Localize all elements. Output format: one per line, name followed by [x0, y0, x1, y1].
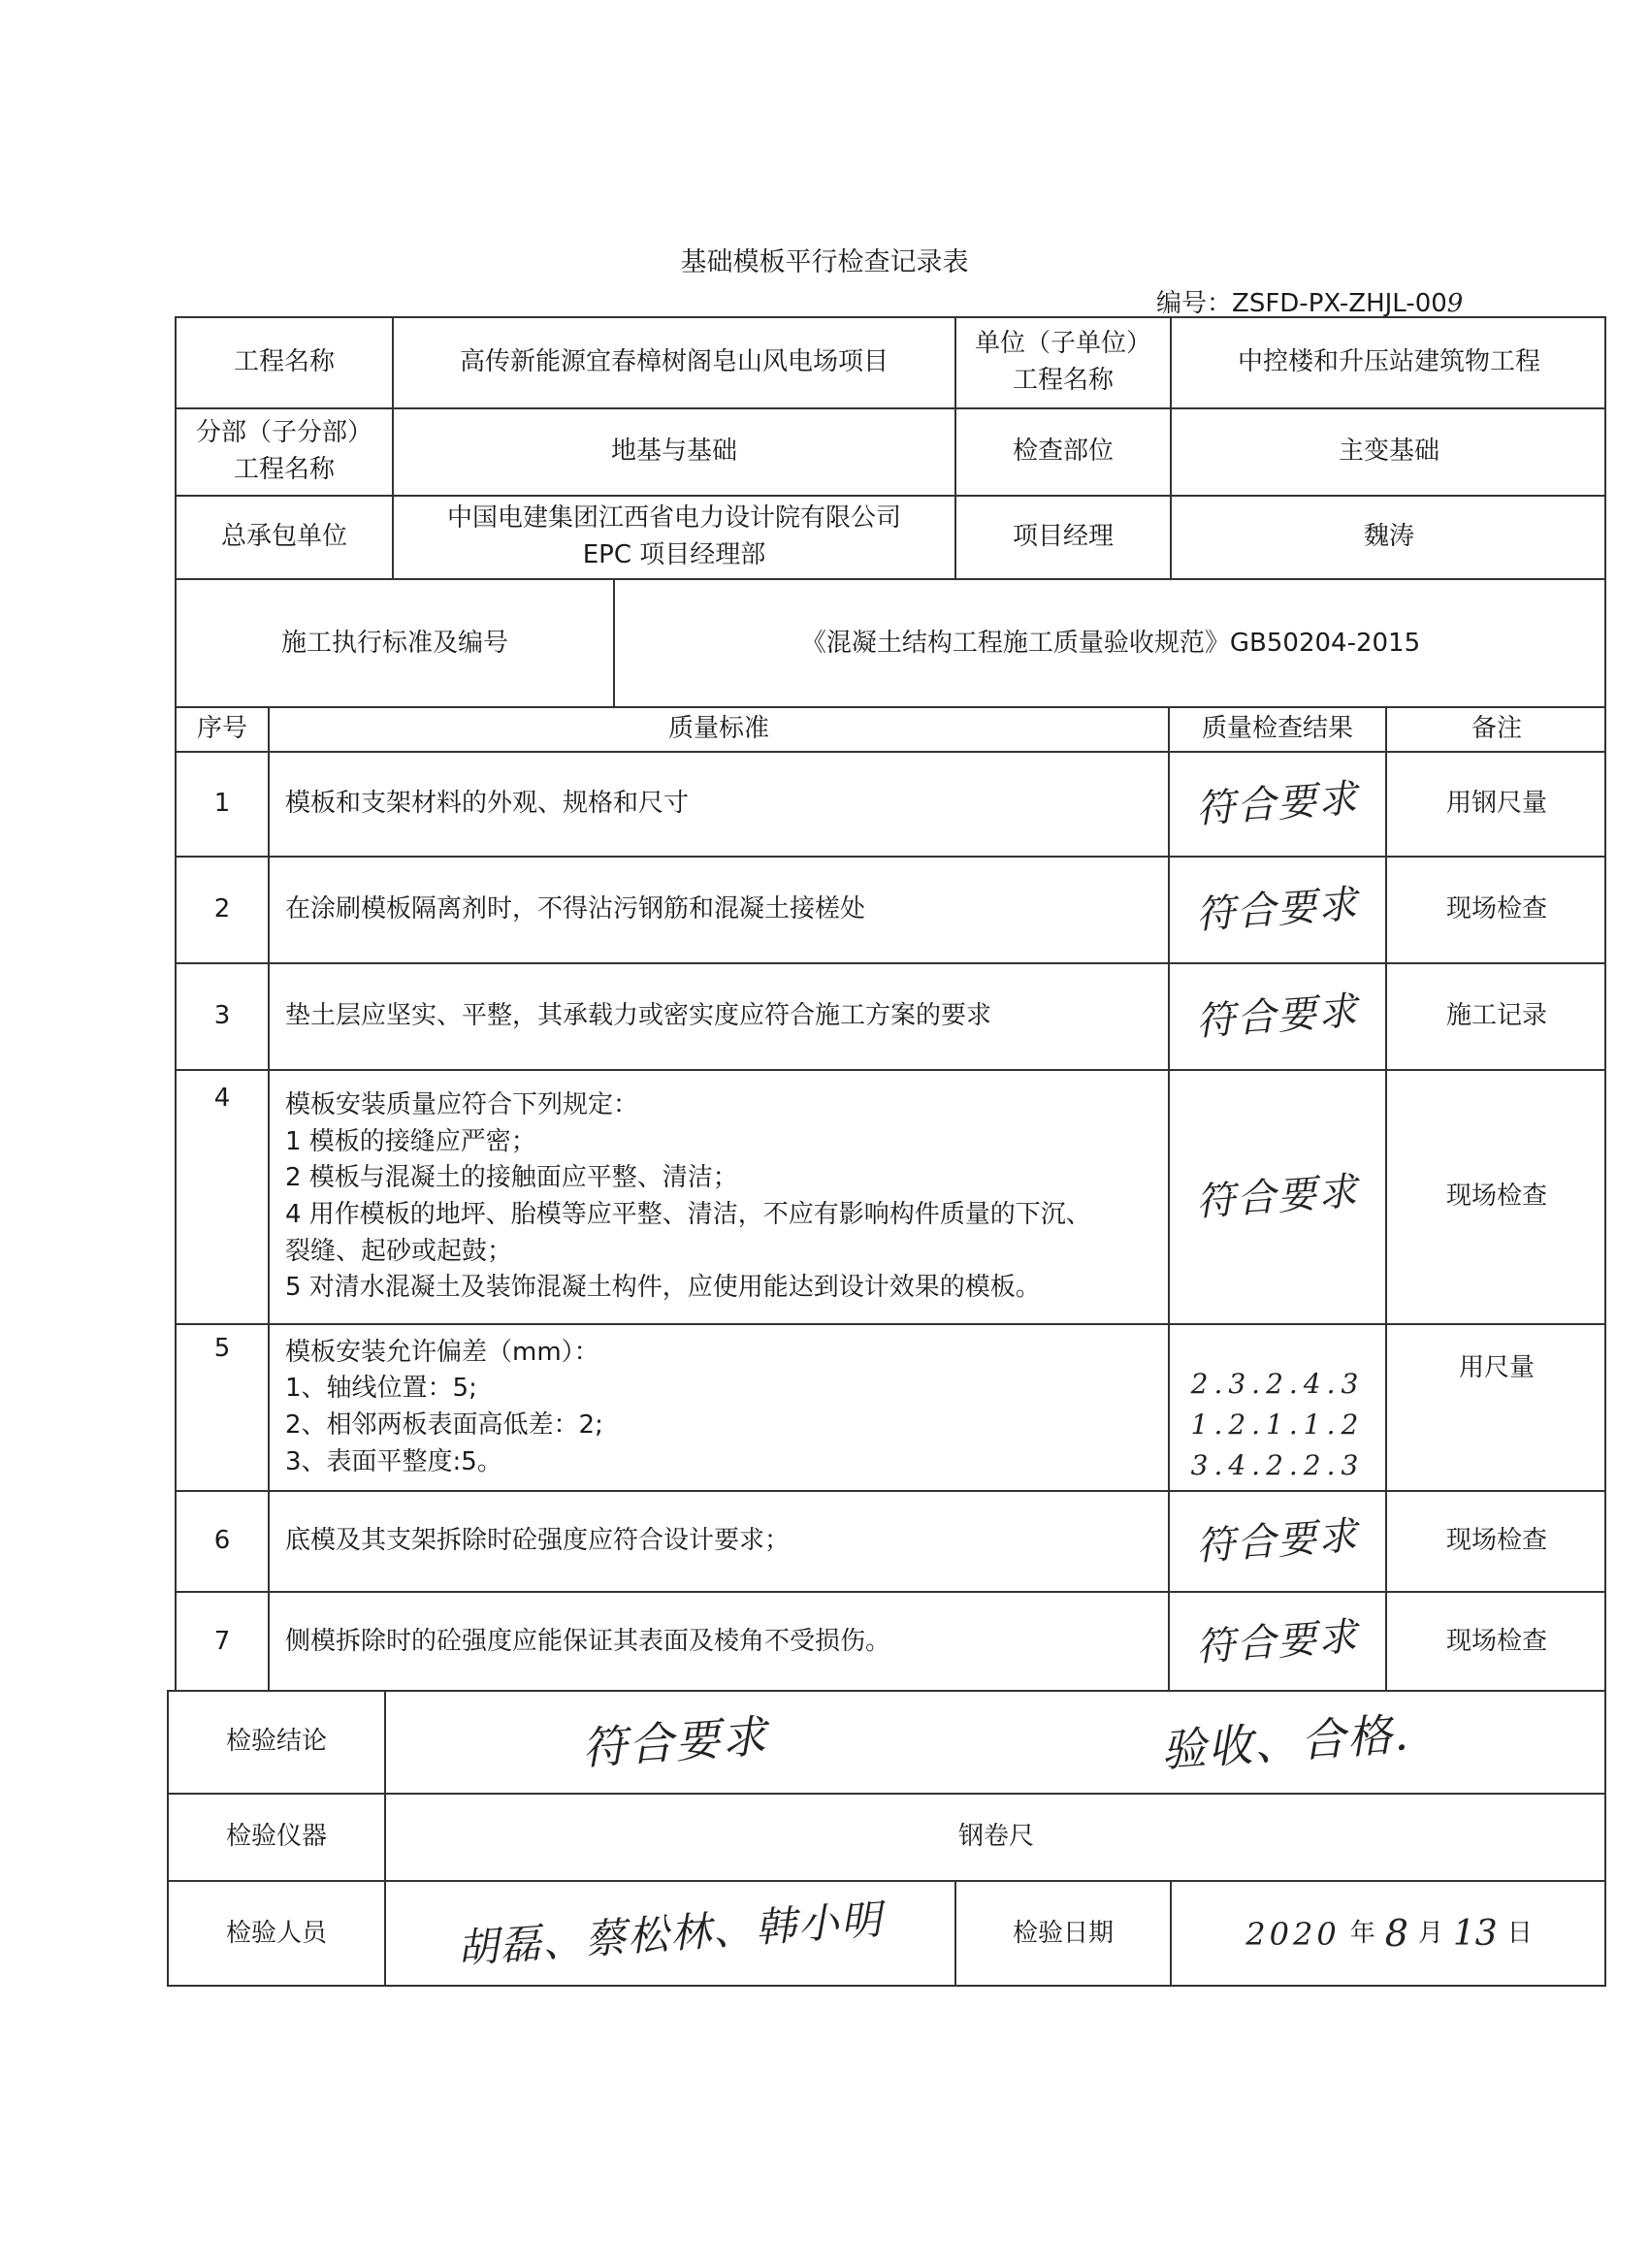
measurement-line: 1.2.1.1.2 [1190, 1409, 1365, 1441]
unit-name: 中控楼和升压站建筑物工程 [1170, 316, 1606, 407]
table-row-remark: 现场检查 [1385, 1069, 1606, 1323]
contractor-line2: EPC 项目经理部 [582, 540, 766, 569]
table-row-remark: 现场检查 [1385, 1490, 1606, 1591]
result-signature: 符合要求 [1194, 1513, 1361, 1570]
inspectors-label: 检验人员 [167, 1880, 384, 1987]
instrument-value: 钢卷尺 [384, 1793, 1606, 1880]
header-remark: 备注 [1385, 706, 1606, 751]
conclusion-signature: 符合要求 [580, 1709, 770, 1775]
page-title: 基础模板平行检查记录表 [680, 247, 969, 277]
result-signature: 符合要求 [1194, 988, 1361, 1045]
inspect-part-label: 检查部位 [954, 407, 1170, 495]
table-row-seq: 4 [175, 1069, 268, 1323]
result-signature: 符合要求 [1194, 882, 1361, 938]
table-row-remark: 现场检查 [1385, 1591, 1606, 1692]
standard-line: 1、轴线位置：5; [285, 1374, 477, 1404]
inspectors-signature: 胡磊、蔡松林、韩小明 [455, 1895, 886, 1972]
contractor-name [392, 495, 954, 578]
standard-line: 4 用作模板的地坪、胎模等应平整、清洁，不应有影响构件质量的下沉、 [285, 1200, 1091, 1229]
table-row-result [1168, 1323, 1385, 1490]
project-name: 高传新能源宜春樟树阁皂山风电场项目 [392, 316, 954, 407]
document-number [1156, 283, 1463, 319]
result-signature: 符合要求 [1194, 1614, 1361, 1670]
table-row-result [1168, 1591, 1385, 1692]
sub-label-line2: 工程名称 [233, 455, 335, 484]
table-row-result [1168, 856, 1385, 962]
measurement-line: 3.4.2.2.3 [1190, 1449, 1365, 1481]
table-row-standard: 侧模拆除时的砼强度应能保证其表面及棱角不受损伤。 [268, 1591, 1168, 1692]
table-row-seq: 5 [175, 1323, 268, 1490]
result-signature: 符合要求 [1194, 1169, 1361, 1225]
table-row-remark: 现场检查 [1385, 856, 1606, 962]
date-month: 8 [1384, 1912, 1408, 1956]
date-value [1170, 1880, 1606, 1987]
table-row-seq: 7 [175, 1591, 268, 1692]
standard-line: 模板安装允许偏差（mm）： [285, 1337, 599, 1367]
standard-line: 2 模板与混凝土的接触面应平整、清洁； [285, 1163, 738, 1193]
standard-line: 裂缝、起砂或起鼓； [285, 1236, 513, 1266]
table-row-result [1168, 1490, 1385, 1591]
table-row-result [1168, 1069, 1385, 1323]
table-row-standard [268, 1069, 1168, 1323]
standard-label: 施工执行标准及编号 [175, 578, 613, 708]
standard-line: 3、表面平整度:5。 [285, 1446, 502, 1476]
sub-project-label [175, 407, 392, 495]
date-year: 2020 [1245, 1915, 1341, 1953]
unit-label-line1: 单位（子单位） [974, 329, 1151, 359]
sub-label-line1: 分部（子分部） [195, 418, 372, 448]
table-row-result [1168, 962, 1385, 1069]
date-year-unit: 年 [1349, 1919, 1375, 1949]
table-row-seq: 2 [175, 856, 268, 962]
header-seq: 序号 [175, 706, 268, 751]
table-row-standard: 在涂刷模板隔离剂时，不得沾污钢筋和混凝土接槎处 [268, 856, 1168, 962]
header-standard: 质量标准 [268, 706, 1168, 751]
project-name-label: 工程名称 [175, 316, 392, 407]
table-row-seq: 3 [175, 962, 268, 1069]
table-row-standard [268, 1323, 1168, 1490]
table-row-seq: 1 [175, 751, 268, 856]
unit-label-line2: 工程名称 [1012, 366, 1114, 395]
header-result: 质量检查结果 [1168, 706, 1385, 751]
table-row-standard: 模板和支架材料的外观、规格和尺寸 [268, 751, 1168, 856]
date-day: 13 [1452, 1913, 1498, 1954]
table-row-standard: 底模及其支架拆除时砼强度应符合设计要求； [268, 1490, 1168, 1591]
acceptance-signature: 验收、合格. [1159, 1706, 1412, 1777]
standard-value: 《混凝土结构工程施工质量验收规范》GB50204-2015 [613, 578, 1606, 708]
date-day-unit: 日 [1506, 1919, 1533, 1949]
footer-table [167, 1690, 1606, 1987]
inspectors-value [384, 1880, 954, 1987]
measurement-line: 2.3.2.4.3 [1190, 1368, 1365, 1400]
inspect-part: 主变基础 [1170, 407, 1606, 495]
unit-label [954, 316, 1170, 407]
info-table [175, 316, 1606, 708]
standard-line: 模板安装质量应符合下列规定： [285, 1089, 639, 1119]
standard-line: 1 模板的接缝应严密； [285, 1126, 536, 1156]
pm-name: 魏涛 [1170, 495, 1606, 578]
table-row-remark: 用尺量 [1385, 1323, 1606, 1490]
conclusion-value [384, 1690, 1606, 1793]
table-row-remark: 用钢尺量 [1385, 751, 1606, 856]
result-signature: 符合要求 [1194, 776, 1361, 832]
document-number-handwritten: 9 [1446, 289, 1464, 318]
pm-label: 项目经理 [954, 495, 1170, 578]
document-number-label: 编号： [1156, 289, 1233, 318]
standard-line: 2、相邻两板表面高低差：2; [285, 1410, 603, 1440]
table-row-remark: 施工记录 [1385, 962, 1606, 1069]
table-row-result [1168, 751, 1385, 856]
date-label: 检验日期 [954, 1880, 1170, 1987]
standard-line: 5 对清水混凝土及装饰混凝土构件，应使用能达到设计效果的模板。 [285, 1273, 1041, 1303]
table-row-seq: 6 [175, 1490, 268, 1591]
contractor-line1: 中国电建集团江西省电力设计院有限公司 [446, 503, 901, 534]
conclusion-label: 检验结论 [167, 1690, 384, 1793]
contractor-label: 总承包单位 [175, 495, 392, 578]
date-month-unit: 月 [1417, 1919, 1443, 1949]
items-table [175, 706, 1606, 1692]
document-number-value: ZSFD-PX-ZHJL-00 [1232, 289, 1447, 318]
sub-project-name: 地基与基础 [392, 407, 954, 495]
table-row-standard: 垫土层应坚实、平整，其承载力或密实度应符合施工方案的要求 [268, 962, 1168, 1069]
instrument-label: 检验仪器 [167, 1793, 384, 1880]
